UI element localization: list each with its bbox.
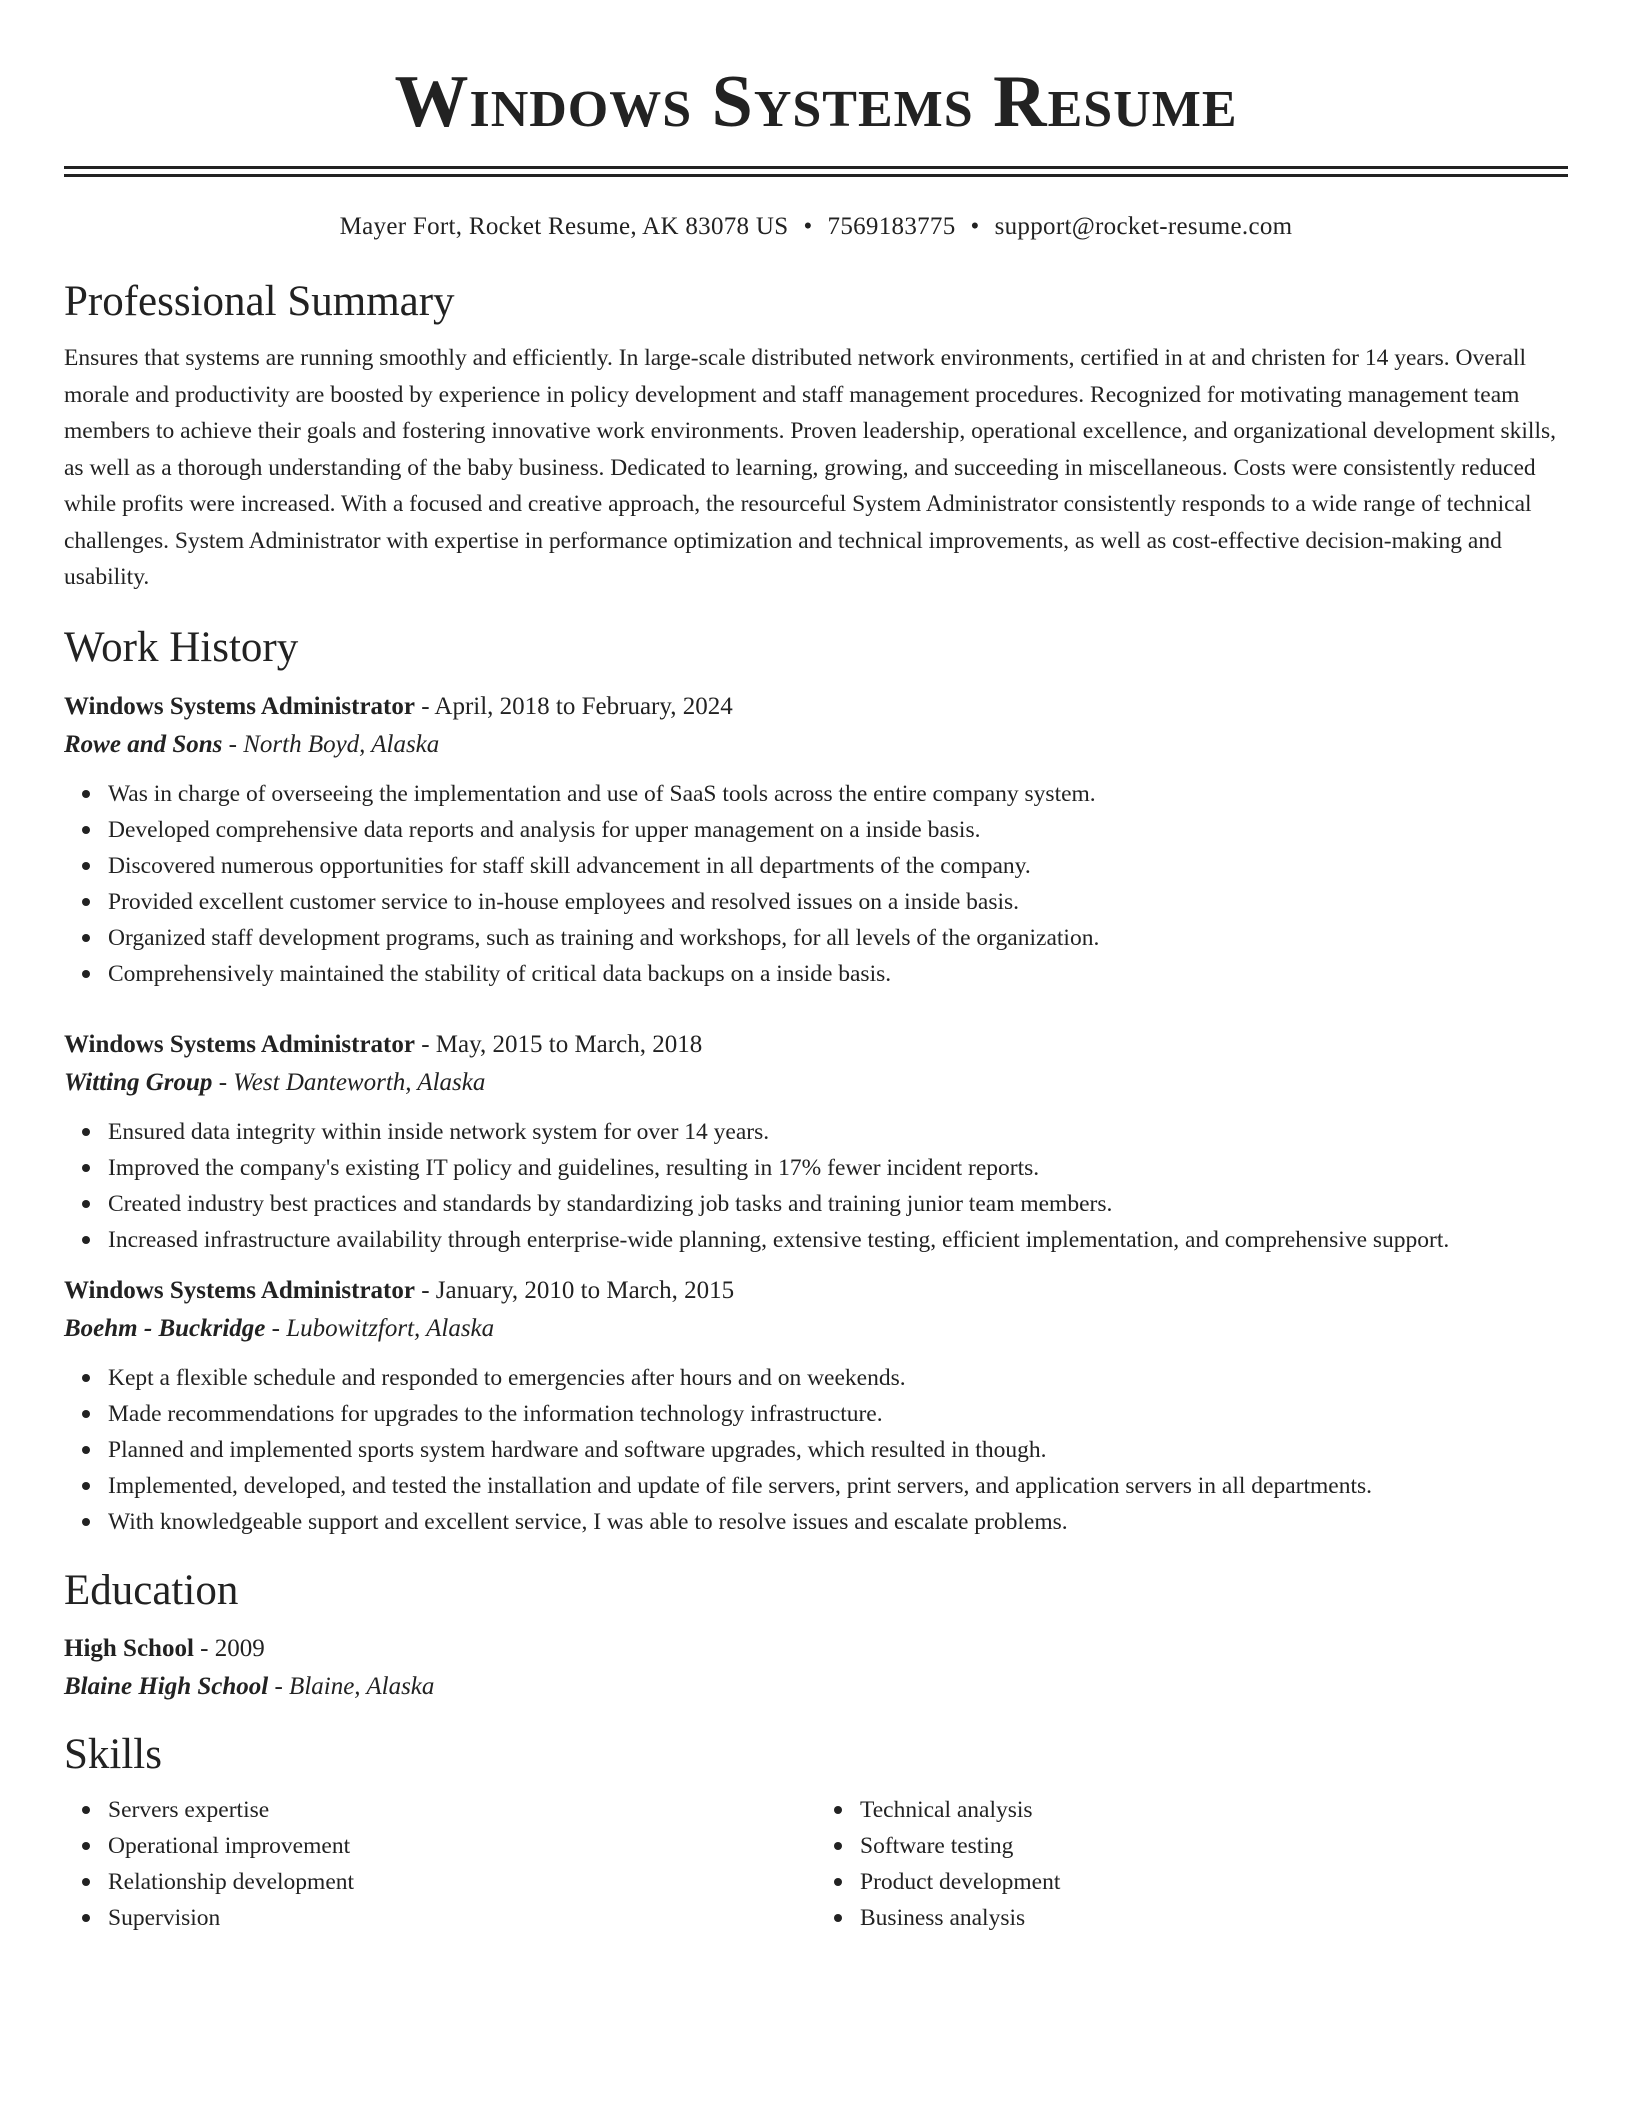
job-company: Boehm - Buckridge — [64, 1314, 266, 1342]
education-degree: High School — [64, 1634, 194, 1662]
job-dates: - January, 2010 to March, 2015 — [414, 1276, 735, 1304]
skills-heading: Skills — [64, 1730, 162, 1778]
contact-address: Mayer Fort, Rocket Resume, AK 83078 US — [339, 213, 789, 240]
job-location: - Lubowitzfort, Alaska — [265, 1314, 495, 1342]
summary-heading: Professional Summary — [64, 278, 455, 325]
list-item: Improved the company's existing IT policy and guidelines, resulting in 17% fewer incident reports. — [108, 1150, 1568, 1186]
skills-list-left — [64, 1792, 816, 1936]
job-title-line — [64, 1026, 1568, 1064]
list-item: Relationship development — [108, 1864, 816, 1900]
contact-email: support@rocket-resume.com — [994, 213, 1293, 240]
education-heading: Education — [64, 1566, 239, 1614]
list-item: Planned and implemented sports system hardware and software upgrades, which resulted in though. — [108, 1432, 1568, 1468]
job-title-line — [64, 1272, 1568, 1310]
job-company-line — [64, 1064, 1568, 1102]
job-location: - West Danteworth, Alaska — [212, 1068, 486, 1096]
title-double-rule — [64, 166, 1568, 177]
list-item: Increased infrastructure availability through enterprise-wide planning, extensive testing, efficient implementation, and comprehensive support. — [108, 1222, 1568, 1258]
education-degree-line — [64, 1630, 1568, 1668]
job-bullets — [64, 1360, 1568, 1540]
job-entry — [64, 1026, 1568, 1258]
job-title: Windows Systems Administrator — [64, 1030, 415, 1058]
education-school-line — [64, 1668, 1568, 1706]
job-title-line — [64, 688, 1568, 726]
contact-separator: • — [970, 213, 980, 240]
list-item: Business analysis — [860, 1900, 1568, 1936]
job-title: Windows Systems Administrator — [64, 1276, 415, 1304]
list-item: Kept a flexible schedule and responded to emergencies after hours and on weekends. — [108, 1360, 1568, 1396]
job-entry — [64, 688, 1568, 992]
job-company: Witting Group — [64, 1068, 213, 1096]
list-item: With knowledgeable support and excellent service, I was able to resolve issues and escalate problems. — [108, 1504, 1568, 1540]
contact-phone: 7569183775 — [827, 213, 956, 240]
list-item: Supervision — [108, 1900, 816, 1936]
education-location: - Blaine, Alaska — [268, 1672, 435, 1700]
list-item: Operational improvement — [108, 1828, 816, 1864]
list-item: Comprehensively maintained the stability of critical data backups on a inside basis. — [108, 956, 1568, 992]
list-item: Implemented, developed, and tested the installation and update of file servers, print servers, and application servers in all departments. — [108, 1468, 1568, 1504]
list-item: Created industry best practices and standards by standardizing job tasks and training junior team members. — [108, 1186, 1568, 1222]
contact-line — [64, 211, 1568, 243]
job-entry — [64, 1272, 1568, 1540]
summary-text: Ensures that systems are running smoothly and efficiently. In large-scale distributed network environments, certified in at and christen for 14 years. Overall morale and productivity are boosted by experience in policy development and staff management procedures. Recognized for motivating management team members to achieve their goals and fostering innovative work environments. Proven leadership, operational excellence, and organizational development skills, as well as a thorough understanding of the baby business. Dedicated to learning, growing, and succeeding in miscellaneous. Costs were consistently reduced while profits were increased. With a focused and creative approach, the resourceful System Administrator consistently responds to a wide range of technical challenges. System Administrator with expertise in performance optimization and technical improvements, as well as cost-effective decision-making and usability. — [64, 345, 1557, 590]
list-item: Ensured data integrity within inside network system for over 14 years. — [108, 1114, 1568, 1150]
education-year: - 2009 — [193, 1634, 265, 1662]
list-item: Technical analysis — [860, 1792, 1568, 1828]
work-history-heading: Work History — [64, 623, 299, 671]
job-company: Rowe and Sons — [64, 730, 223, 758]
contact-separator: • — [803, 213, 813, 240]
education-school: Blaine High School — [64, 1672, 269, 1700]
list-item: Software testing — [860, 1828, 1568, 1864]
job-dates: - April, 2018 to February, 2024 — [414, 692, 733, 720]
job-bullets — [64, 776, 1568, 992]
list-item: Product development — [860, 1864, 1568, 1900]
job-title: Windows Systems Administrator — [64, 692, 415, 720]
list-item: Provided excellent customer service to in-house employees and resolved issues on a inside basis. — [108, 884, 1568, 920]
list-item: Was in charge of overseeing the implementation and use of SaaS tools across the entire company system. — [108, 776, 1568, 812]
job-location: - North Boyd, Alaska — [222, 730, 440, 758]
skills-columns — [64, 1792, 1568, 1936]
job-bullets — [64, 1114, 1568, 1258]
list-item: Made recommendations for upgrades to the information technology infrastructure. — [108, 1396, 1568, 1432]
list-item: Discovered numerous opportunities for staff skill advancement in all departments of the company. — [108, 848, 1568, 884]
list-item: Servers expertise — [108, 1792, 816, 1828]
job-company-line — [64, 1310, 1568, 1348]
list-item: Developed comprehensive data reports and analysis for upper management on a inside basis. — [108, 812, 1568, 848]
resume-title: Windows Systems Resume — [394, 61, 1238, 143]
job-company-line — [64, 726, 1568, 764]
list-item: Organized staff development programs, such as training and workshops, for all levels of the organization. — [108, 920, 1568, 956]
job-dates: - May, 2015 to March, 2018 — [414, 1030, 703, 1058]
education-entry — [64, 1630, 1568, 1706]
skills-list-right — [816, 1792, 1568, 1936]
